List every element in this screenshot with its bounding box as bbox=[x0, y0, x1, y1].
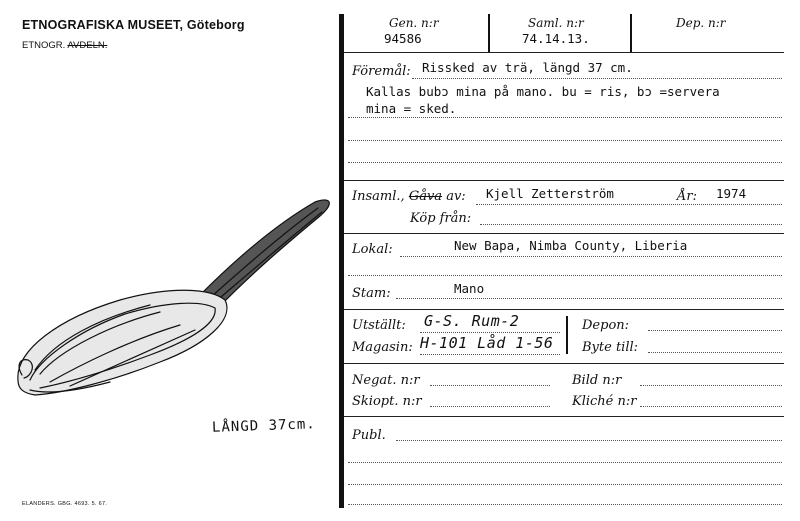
dep-label: Dep. n:r bbox=[676, 16, 726, 30]
printer-imprint: ELANDERS. GBG. 4693. 5. 67. bbox=[22, 501, 108, 507]
rule-location bbox=[344, 363, 784, 364]
foremal-line3: mina = sked. bbox=[366, 101, 457, 116]
insaml-value: Kjell Zetterström bbox=[486, 186, 614, 201]
foremal-label: Föremål: bbox=[352, 64, 411, 79]
dotline bbox=[476, 204, 782, 205]
magasin-value: H-101 Låd 1-56 bbox=[420, 334, 554, 352]
kliche-label: Kliché n:r bbox=[572, 394, 637, 409]
lokal-value: New Bapa, Nimba County, Liberia bbox=[454, 238, 688, 253]
foremal-line1: Rissked av trä, längd 37 cm. bbox=[422, 60, 633, 75]
dotline bbox=[348, 504, 782, 505]
rule-stam bbox=[344, 309, 784, 310]
dotline bbox=[480, 224, 782, 225]
dotline bbox=[348, 117, 782, 118]
gen-value: 94586 bbox=[384, 31, 422, 46]
rule-header bbox=[344, 52, 784, 53]
insaml-prefix: Insaml., bbox=[352, 189, 405, 204]
dotline bbox=[396, 440, 782, 441]
insaml-suffix: av: bbox=[446, 189, 466, 204]
dotline bbox=[348, 462, 782, 463]
dotline bbox=[348, 140, 782, 141]
dotline bbox=[420, 332, 560, 333]
stam-label: Stam: bbox=[352, 286, 391, 301]
saml-label: Saml. n:r bbox=[528, 16, 584, 30]
dotline bbox=[640, 406, 782, 407]
location-divider bbox=[566, 316, 568, 354]
dotline bbox=[396, 298, 782, 299]
department-prefix: ETNOGR. bbox=[22, 40, 66, 51]
ar-value: 1974 bbox=[716, 186, 747, 201]
length-note: LÅNGD 37cm. bbox=[211, 416, 316, 436]
dotline bbox=[348, 162, 782, 163]
dotline bbox=[648, 330, 782, 331]
dotline bbox=[348, 484, 782, 485]
dotline bbox=[420, 354, 560, 355]
foremal-line2: Kallas bubɔ mina på mano. bu = ris, bɔ =servera bbox=[366, 84, 720, 99]
byte-label: Byte till: bbox=[582, 340, 639, 355]
rule-negat bbox=[344, 416, 784, 417]
museum-name: ETNOGRAFISKA MUSEET, Göteborg bbox=[22, 18, 245, 32]
publ-label: Publ. bbox=[352, 428, 386, 443]
dotline bbox=[430, 406, 550, 407]
bild-label: Bild n:r bbox=[572, 373, 622, 388]
rule-foremal bbox=[344, 180, 784, 181]
dotline bbox=[648, 352, 782, 353]
rule-insaml bbox=[344, 233, 784, 234]
lokal-label: Lokal: bbox=[352, 242, 393, 257]
saml-value: 74.14.13. bbox=[522, 31, 590, 46]
department-label bbox=[22, 40, 107, 51]
spoon-drawing bbox=[10, 190, 340, 420]
utstallt-label: Utställt: bbox=[352, 318, 406, 333]
depon-label: Depon: bbox=[582, 318, 630, 333]
dotline bbox=[430, 385, 550, 386]
utstallt-value: G-S. Rum-2 bbox=[424, 312, 520, 330]
kop-label: Köp från: bbox=[410, 211, 472, 226]
insaml-struck: Gåva bbox=[408, 189, 443, 204]
insaml-label bbox=[352, 189, 466, 204]
gen-label: Gen. n:r bbox=[389, 16, 439, 30]
card-divider bbox=[339, 14, 344, 508]
header-divider-2 bbox=[630, 14, 632, 52]
dotline bbox=[412, 78, 782, 79]
department-struck: AVDELN. bbox=[67, 40, 108, 51]
dotline bbox=[640, 385, 782, 386]
skiopt-label: Skiopt. n:r bbox=[352, 394, 422, 409]
magasin-label: Magasin: bbox=[352, 340, 413, 355]
ar-label: År: bbox=[677, 189, 697, 204]
dotline bbox=[348, 275, 782, 276]
header-divider-1 bbox=[488, 14, 490, 52]
negat-label: Negat. n:r bbox=[352, 373, 420, 388]
dotline bbox=[400, 256, 782, 257]
stam-value: Mano bbox=[454, 281, 485, 296]
